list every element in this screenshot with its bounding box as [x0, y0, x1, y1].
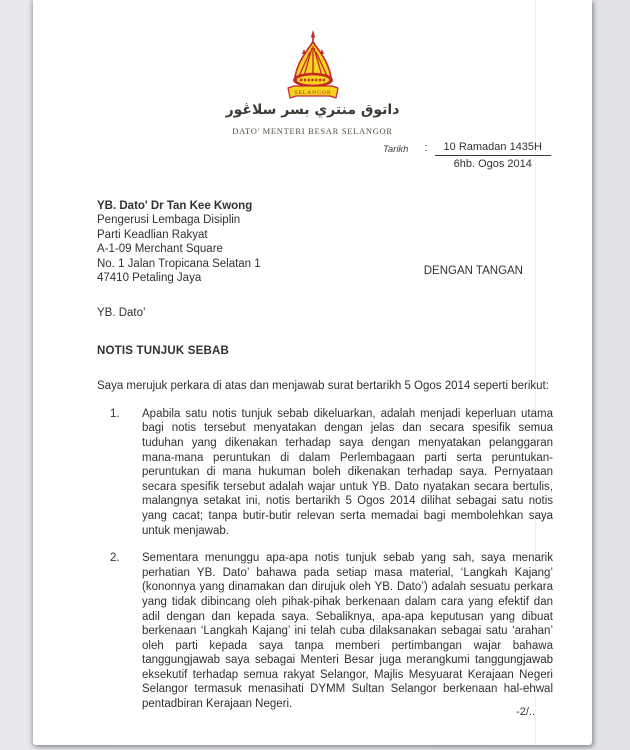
letterhead-title: DATO' MENTERI BESAR SELANGOR	[232, 126, 393, 136]
date-block	[383, 141, 551, 170]
date-separator: :	[424, 142, 428, 154]
numbered-paragraph-2	[97, 551, 553, 712]
intro-paragraph: Saya merujuk perkara di atas dan menjawab surat bertarikh 5 Ogos 2014 seperti berikut:	[97, 380, 549, 393]
subject-line: NOTIS TUNJUK SEBAB	[97, 344, 230, 357]
recipient-address-line3: 47410 Petaling Jaya	[97, 272, 202, 285]
jawi-title: داتوق منتري بسر سلاڠور	[225, 102, 400, 118]
recipient-org: Parti Keadlian Rakyat	[97, 228, 208, 241]
recipient-title: Pengerusi Lembaga Disiplin	[97, 214, 241, 227]
hijri-date: 10 Ramadan 1435H	[435, 141, 551, 156]
paragraph-number: 2.	[110, 552, 120, 565]
page-continuation-marker: -2/..	[516, 706, 535, 718]
recipient-name: YB. Dato' Dr Tan Kee Kwong	[97, 200, 253, 212]
letterhead	[33, 30, 592, 109]
selangor-crest-icon	[282, 30, 344, 104]
crest-banner-text: SELANGOR	[293, 89, 332, 96]
letter-page	[33, 0, 592, 745]
recipient-address-line1: A-1-09 Merchant Square	[97, 243, 223, 256]
gregorian-date: 6hb. Ogos 2014	[453, 158, 532, 170]
recipient-address-line2: No. 1 Jalan Tropicana Selatan 1	[97, 257, 261, 270]
paragraph-text: Apabila satu notis tunjuk sebab dikeluarkan, adalah menjadi keperluan utama bagi notis tersebut menyatakan dengan jelas dan secara spesifik semua tuduhan yang dikenakan terhadap saya dengan menyatakan pelanggaran mana-mana peruntukan di dalam Perlembagaan parti serta peruntukan-peruntukan di mana hukuman boleh dikenakan terhadap saya. Pernyataan secara spesifik tersebut adalah wajar untuk YB. Dato nyatakan secara bertulis, malangnya setakat ini, notis bertarikh 5 Ogos 2014 dilihat sebagai satu notis yang cacat; tanpa butir-butir relevan serta memadai bagi membolehkan saya untuk menjawab.	[142, 407, 553, 537]
delivery-method: DENGAN TANGAN	[423, 265, 523, 277]
recipient-address	[97, 199, 261, 285]
letter-body	[97, 306, 553, 712]
paragraph-number: 1.	[110, 407, 120, 420]
salutation: YB. Dato’	[97, 307, 146, 319]
numbered-paragraph-1	[97, 407, 553, 538]
date-label: Tarikh	[382, 144, 409, 155]
paragraph-text: Sementara menunggu apa-apa notis tunjuk sebab yang sah, saya menarik perhatian YB. Dato’ bahawa pada setiap masa material, ‘Langkah Kajang’ (kononnya yang dinamakan dan dirujuk oleh YB. Dato’) adalah sesuatu perkara yang tidak dibincang oleh pihak-pihak berkenaan dalam cara yang efektif dan adil dengan dan kepada saya. Sebaliknya, apa-apa keputusan yang dibuat berkenaan ‘Langkah Kajang’ ini telah cuba dilaksanakan sebagai satu ‘arahan’ oleh parti kepada saya tanpa memberi pertimbangan wajar bahawa tanggungjawab saya sebagai Menteri Besar juga merangkumi tanggungjawab eksekutif terhadap semua rakyat Selangor, Majlis Mesyuarat Kerajaan Negeri Selangor termasuk menasihati DYMM Sultan Selangor berkenaan hal-ehwal pentadbiran Kerajaan Negeri.	[142, 552, 553, 711]
